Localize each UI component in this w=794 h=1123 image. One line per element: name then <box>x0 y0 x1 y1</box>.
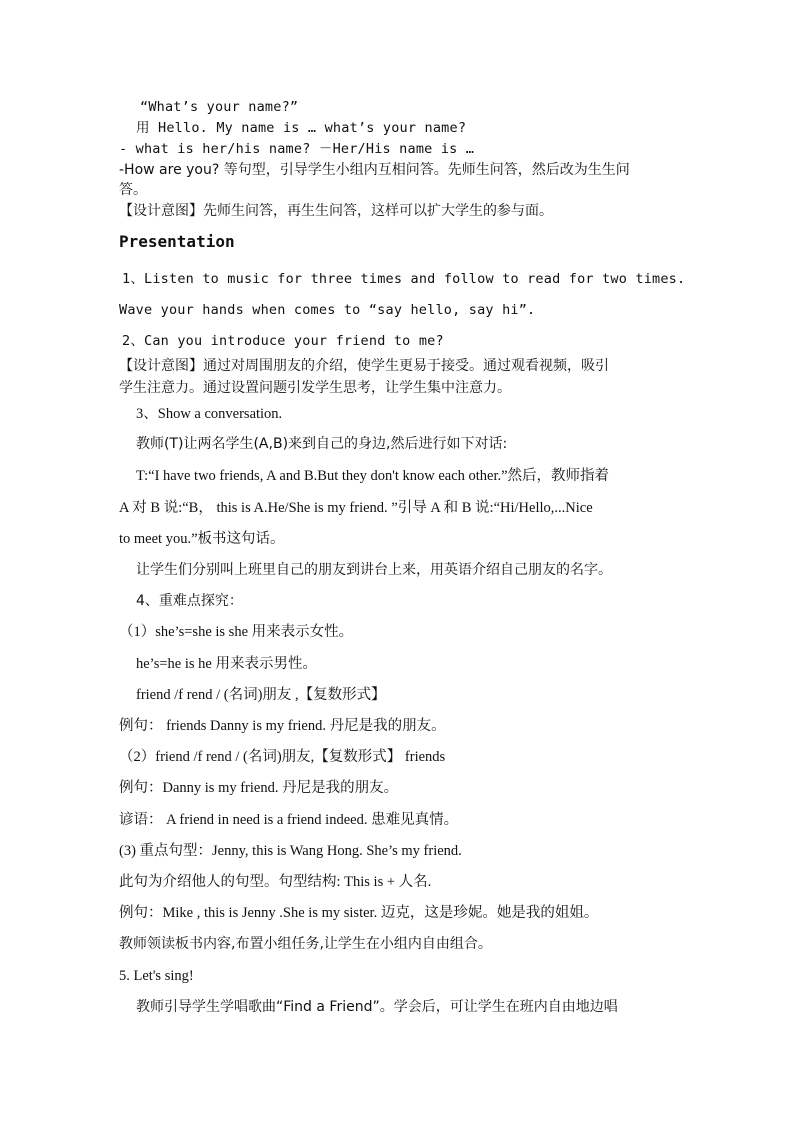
text-line: 让学生们分别叫上班里自己的朋友到讲台上来，用英语介绍自己朋友的名字。 <box>136 562 612 578</box>
text-line: Wave your hands when comes to “say hello, say hi”. <box>119 302 536 318</box>
text-line: 4、重难点探究： <box>136 593 243 609</box>
text-line: (3) 重点句型：Jenny, this is Wang Hong. She’s my friend. <box>119 843 462 859</box>
text-line: 学生注意力。通过设置问题引发学生思考，让学生集中注意力。 <box>119 380 511 396</box>
text-line: T:“I have two friends, A and B.But they don't know each other.”然后，教师指着 <box>136 468 610 484</box>
text-line: “What’s your name?” <box>140 99 299 115</box>
text-line: 教师引导学生学唱歌曲“Find a Friend”。学会后，可让学生在班内自由地边唱 <box>136 999 618 1015</box>
text-line: 例句：Danny is my friend. 丹尼是我的朋友。 <box>119 780 399 796</box>
text-line: -How are you? 等句型，引导学生小组内互相问答。先师生问答，然后改为生生问 <box>119 162 630 178</box>
text-line: 【设计意图】先师生问答，再生生问答，这样可以扩大学生的参与面。 <box>119 203 553 219</box>
text-line: 例句：Mike , this is Jenny .She is my sister. 迈克，这是珍妮。她是我的姐姐。 <box>119 905 599 921</box>
text-line: 用 Hello. My name is … what’s your name? <box>136 120 467 136</box>
text-line: 教师(T)让两名学生(A,B)来到自己的身边,然后进行如下对话: <box>136 436 508 452</box>
text-line: 1、Listen to music for three times and follow to read for two times. <box>122 271 686 287</box>
text-line: - what is her/his name? －Her/His name is … <box>119 141 475 157</box>
text-line: 例句： friends Danny is my friend. 丹尼是我的朋友。 <box>119 718 446 734</box>
text-line: 教师领读板书内容,布置小组任务,让学生在小组内自由组合。 <box>119 936 492 952</box>
text-line: friend /f rend / (名词)朋友 ,【复数形式】 <box>136 687 386 703</box>
text-line: 答。 <box>119 182 147 198</box>
text-line: 5. Let's sing! <box>119 968 194 984</box>
text-line: A 对 B 说:“B， this is A.He/She is my friend. ”引导 A 和 B 说:“Hi/Hello,...Nice <box>119 500 593 516</box>
text-line: 【设计意图】通过对周围朋友的介绍，使学生更易于接受。通过观看视频，吸引 <box>119 358 609 374</box>
text-line: he’s=he is he 用来表示男性。 <box>136 656 317 672</box>
text-line: to meet you.”板书这句话。 <box>119 531 285 547</box>
section-heading: Presentation <box>119 232 235 251</box>
text-line: （2）friend /f rend / (名词)朋友,【复数形式】 friends <box>119 749 446 765</box>
text-line: （1）she’s=she is she 用来表示女性。 <box>119 624 354 640</box>
text-line: 谚语： A friend in need is a friend indeed. 患难见真情。 <box>119 812 459 828</box>
text-line: 2、Can you introduce your friend to me? <box>122 333 444 349</box>
text-line: 此句为介绍他人的句型。句型结构: This is + 人名. <box>119 874 432 890</box>
text-line: 3、Show a conversation. <box>136 406 283 422</box>
